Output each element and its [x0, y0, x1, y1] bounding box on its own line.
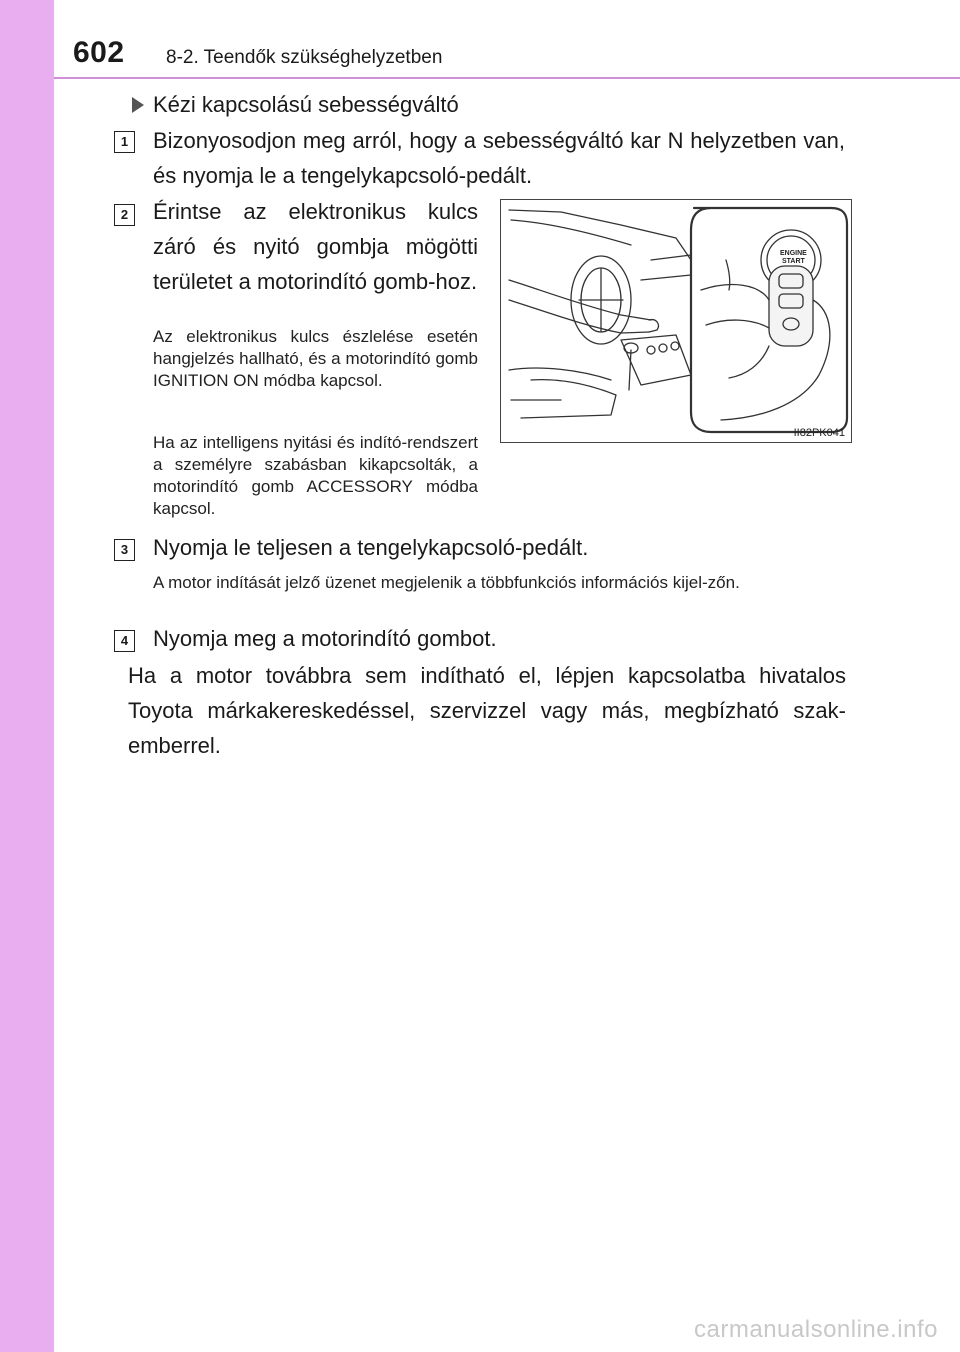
step-number-3: 3	[114, 539, 135, 561]
illustration-engine-start	[500, 199, 852, 443]
figure-code: II82PK041	[793, 427, 845, 439]
step-3-note: A motor indítását jelző üzenet megjelenik a többfunkciós információs kijel-zőn.	[153, 573, 740, 592]
step-2-note-1: Az elektronikus kulcs észlelése esetén hangjelzés hallható, és a motorindító gomb IGNITION ON módba kapcsol.	[153, 327, 478, 390]
step-4-text: Nyomja meg a motorindító gombot.	[153, 626, 497, 651]
section-title: 8-2. Teendők szükséghelyzetben	[166, 47, 443, 68]
sub-heading	[132, 92, 459, 118]
engine-label: ENGINE	[780, 250, 807, 257]
step-2-note-2: Ha az intelligens nyitási és indító-rendszert a személyre szabásban kikapcsolták, a motorindító gomb ACCESSORY módba kapcsol.	[153, 433, 478, 518]
step-number-4: 4	[114, 630, 135, 652]
step-2-text: Érintse az elektronikus kulcs záró és nyitó gombja mögötti területet a motorindító gomb-hoz.	[153, 199, 478, 294]
car-interior-drawing	[501, 200, 853, 444]
step-number-2: 2	[114, 204, 135, 226]
closing-paragraph: Ha a motor továbbra sem indítható el, lépjen kapcsolatba hivatalos Toyota márkakereskedéssel, szervizzel vagy más, megbízható szak-emberrel.	[128, 663, 846, 758]
page-number: 602	[73, 36, 125, 69]
sub-heading-text: Kézi kapcsolású sebességváltó	[153, 92, 459, 117]
triangle-bullet-icon	[132, 97, 144, 113]
step-1-text: Bizonyosodjon meg arról, hogy a sebességváltó kar N helyzetben van, és nyomja le a tengelykapcsoló-pedált.	[153, 128, 845, 188]
step-number-1: 1	[114, 131, 135, 153]
header-divider	[54, 77, 960, 79]
start-label: START	[782, 258, 805, 265]
watermark: carmanualsonline.info	[694, 1316, 938, 1343]
step-3-text: Nyomja le teljesen a tengelykapcsoló-pedált.	[153, 535, 589, 560]
side-color-bar	[0, 0, 54, 1352]
